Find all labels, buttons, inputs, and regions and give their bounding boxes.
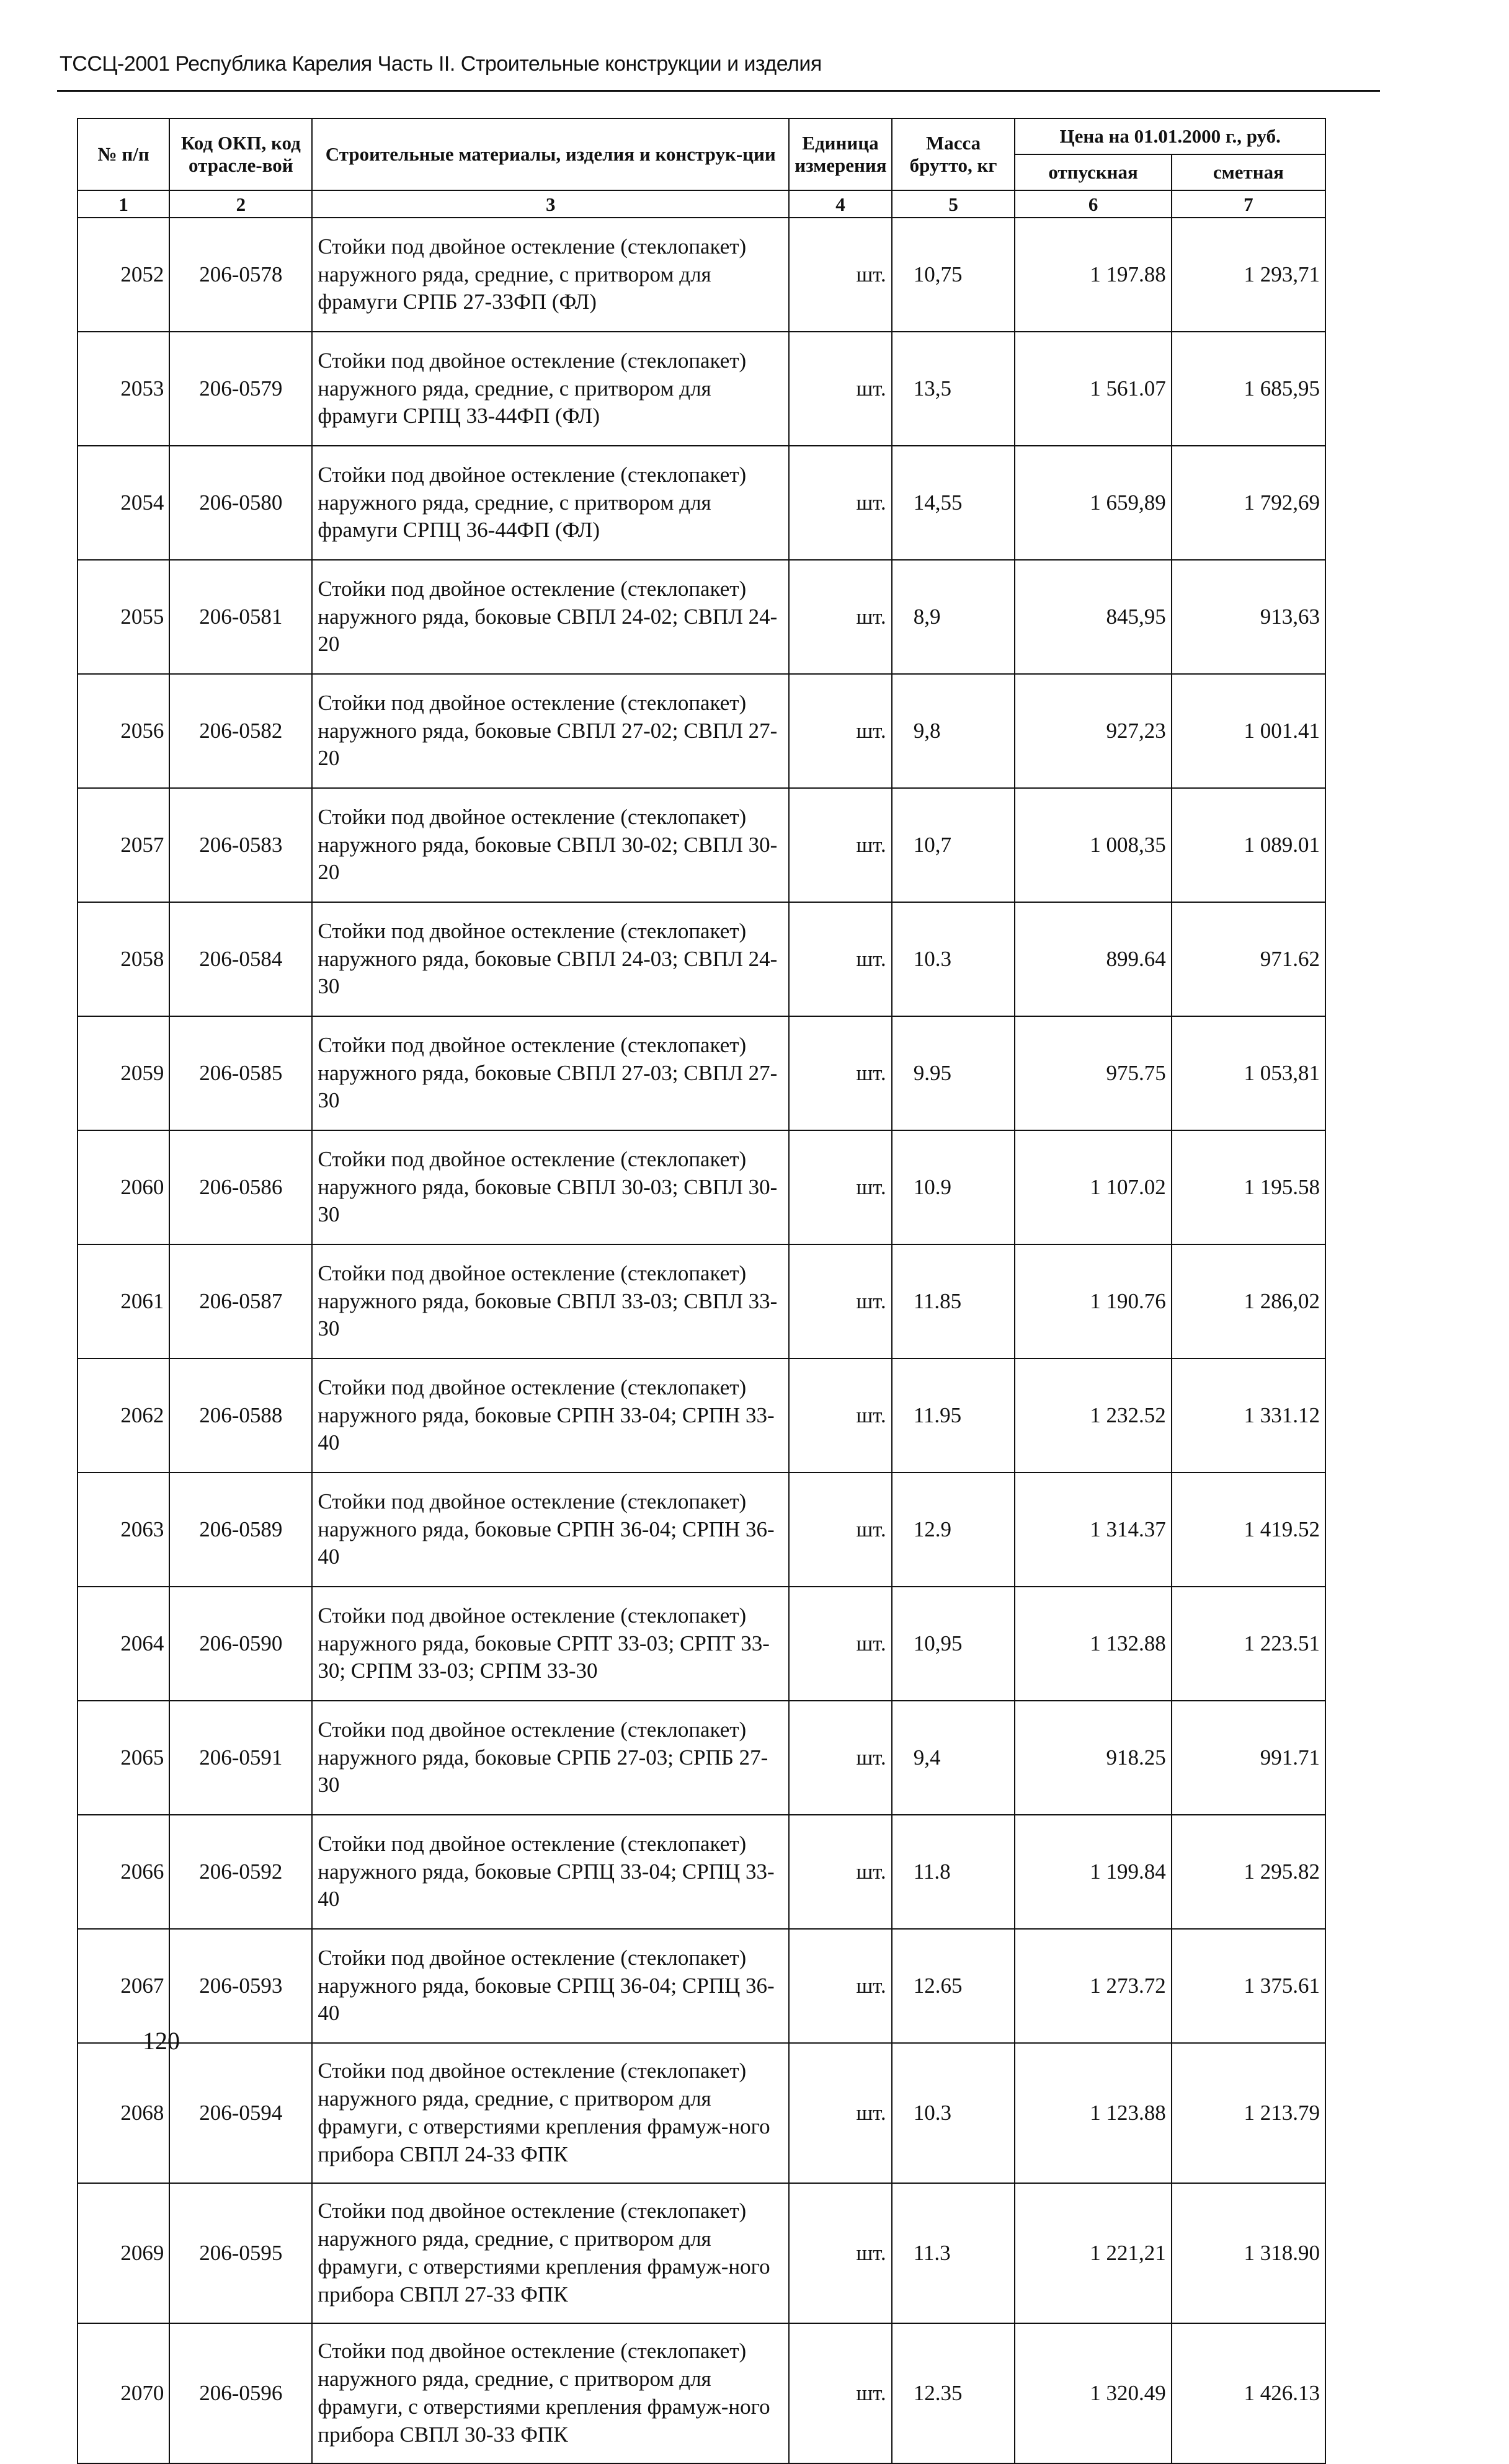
release-price: 1 199.84	[1015, 1815, 1171, 1929]
unit-of-measure: шт.	[789, 1016, 891, 1130]
unit-of-measure: шт.	[789, 2043, 891, 2183]
okp-code: 206-0580	[169, 446, 312, 560]
gross-mass: 12.35	[892, 2323, 1015, 2463]
row-number: 2053	[78, 332, 169, 446]
running-header: ТССЦ-2001 Республика Карелия Часть II. Строительные конструкции и изделия	[60, 52, 822, 76]
gross-mass: 9.95	[892, 1016, 1015, 1130]
material-name: Стойки под двойное остекление (стеклопакет) наружного ряда, боковые СВПЛ 24-03; СВПЛ 24-30	[312, 902, 789, 1016]
okp-code: 206-0595	[169, 2183, 312, 2323]
material-name: Стойки под двойное остекление (стеклопакет) наружного ряда, средние, с притвором для фрамуги СРПЦ 33-44ФП (ФЛ)	[312, 332, 789, 446]
table-row	[78, 1016, 1325, 1130]
table-row	[78, 218, 1325, 332]
material-name: Стойки под двойное остекление (стеклопакет) наружного ряда, средние, с притвором для фрамуги, с отверстиями крепления фрамуж-ного прибора СВПЛ 30-33 ФПК	[312, 2323, 789, 2463]
unit-of-measure: шт.	[789, 1130, 891, 1244]
row-number: 2056	[78, 674, 169, 788]
table-row	[78, 1587, 1325, 1701]
row-number: 2063	[78, 1473, 169, 1587]
okp-code: 206-0593	[169, 1929, 312, 2043]
row-number: 2064	[78, 1587, 169, 1701]
column-number: 4	[789, 190, 891, 218]
row-number: 2058	[78, 902, 169, 1016]
table-row	[78, 1130, 1325, 1244]
release-price: 1 320.49	[1015, 2323, 1171, 2463]
gross-mass: 12.65	[892, 1929, 1015, 2043]
release-price: 1 123.88	[1015, 2043, 1171, 2183]
release-price: 845,95	[1015, 560, 1171, 674]
row-number: 2066	[78, 1815, 169, 1929]
gross-mass: 9,4	[892, 1701, 1015, 1815]
gross-mass: 11.8	[892, 1815, 1015, 1929]
gross-mass: 10,75	[892, 218, 1015, 332]
release-price: 927,23	[1015, 674, 1171, 788]
table-row	[78, 1358, 1325, 1473]
unit-of-measure: шт.	[789, 1473, 891, 1587]
page-number: 120	[143, 2027, 180, 2055]
header-divider	[57, 90, 1380, 92]
material-name: Стойки под двойное остекление (стеклопакет) наружного ряда, боковые СВПЛ 30-02; СВПЛ 30-20	[312, 788, 789, 902]
estimate-price: 1 053,81	[1172, 1016, 1325, 1130]
material-name: Стойки под двойное остекление (стеклопакет) наружного ряда, средние, с притвором для фрамуги СРПЦ 36-44ФП (ФЛ)	[312, 446, 789, 560]
unit-of-measure: шт.	[789, 2183, 891, 2323]
gross-mass: 10.3	[892, 2043, 1015, 2183]
column-number: 6	[1015, 190, 1171, 218]
table-row	[78, 1929, 1325, 2043]
release-price: 1 008,35	[1015, 788, 1171, 902]
row-number: 2057	[78, 788, 169, 902]
gross-mass: 11.85	[892, 1244, 1015, 1358]
unit-of-measure: шт.	[789, 674, 891, 788]
gross-mass: 10,95	[892, 1587, 1015, 1701]
header-price-release: отпускная	[1015, 154, 1171, 190]
estimate-price: 991.71	[1172, 1701, 1325, 1815]
row-number: 2069	[78, 2183, 169, 2323]
row-number: 2068	[78, 2043, 169, 2183]
unit-of-measure: шт.	[789, 788, 891, 902]
column-number: 1	[78, 190, 169, 218]
header-mass: Масса брутто, кг	[892, 118, 1015, 190]
release-price: 1 232.52	[1015, 1358, 1171, 1473]
okp-code: 206-0584	[169, 902, 312, 1016]
estimate-price: 1 792,69	[1172, 446, 1325, 560]
okp-code: 206-0589	[169, 1473, 312, 1587]
okp-code: 206-0588	[169, 1358, 312, 1473]
okp-code: 206-0592	[169, 1815, 312, 1929]
release-price: 1 273.72	[1015, 1929, 1171, 2043]
estimate-price: 1 331.12	[1172, 1358, 1325, 1473]
unit-of-measure: шт.	[789, 2323, 891, 2463]
material-name: Стойки под двойное остекление (стеклопакет) наружного ряда, боковые СРПТ 33-03; СРПТ 33-30; СРПМ 33-03; СРПМ 33-30	[312, 1587, 789, 1701]
unit-of-measure: шт.	[789, 1929, 891, 2043]
material-name: Стойки под двойное остекление (стеклопакет) наружного ряда, боковые СВПЛ 27-03; СВПЛ 27-30	[312, 1016, 789, 1130]
release-price: 1 221,21	[1015, 2183, 1171, 2323]
table-row	[78, 2183, 1325, 2323]
okp-code: 206-0585	[169, 1016, 312, 1130]
column-number: 7	[1172, 190, 1325, 218]
okp-code: 206-0578	[169, 218, 312, 332]
gross-mass: 9,8	[892, 674, 1015, 788]
okp-code: 206-0581	[169, 560, 312, 674]
estimate-price: 1 685,95	[1172, 332, 1325, 446]
okp-code: 206-0586	[169, 1130, 312, 1244]
gross-mass: 11.95	[892, 1358, 1015, 1473]
column-number: 3	[312, 190, 789, 218]
estimate-price: 913,63	[1172, 560, 1325, 674]
estimate-price: 1 426.13	[1172, 2323, 1325, 2463]
release-price: 1 314.37	[1015, 1473, 1171, 1587]
unit-of-measure: шт.	[789, 560, 891, 674]
unit-of-measure: шт.	[789, 1244, 891, 1358]
table-row	[78, 560, 1325, 674]
row-number: 2060	[78, 1130, 169, 1244]
material-name: Стойки под двойное остекление (стеклопакет) наружного ряда, боковые СВПЛ 33-03; СВПЛ 33-30	[312, 1244, 789, 1358]
estimate-price: 1 001.41	[1172, 674, 1325, 788]
row-number: 2054	[78, 446, 169, 560]
table-body	[78, 218, 1325, 2463]
table-row	[78, 2043, 1325, 2183]
okp-code: 206-0583	[169, 788, 312, 902]
gross-mass: 10.9	[892, 1130, 1015, 1244]
row-number: 2059	[78, 1016, 169, 1130]
estimate-price: 1 089.01	[1172, 788, 1325, 902]
unit-of-measure: шт.	[789, 446, 891, 560]
table-row	[78, 788, 1325, 902]
table-row	[78, 674, 1325, 788]
estimate-price: 1 318.90	[1172, 2183, 1325, 2323]
gross-mass: 11.3	[892, 2183, 1015, 2323]
okp-code: 206-0587	[169, 1244, 312, 1358]
table-header	[78, 118, 1325, 218]
unit-of-measure: шт.	[789, 1815, 891, 1929]
okp-code: 206-0594	[169, 2043, 312, 2183]
release-price: 918.25	[1015, 1701, 1171, 1815]
unit-of-measure: шт.	[789, 1587, 891, 1701]
row-number: 2065	[78, 1701, 169, 1815]
column-number-row	[78, 190, 1325, 218]
material-name: Стойки под двойное остекление (стеклопакет) наружного ряда, боковые СРПН 33-04; СРПН 33-40	[312, 1358, 789, 1473]
estimate-price: 1 375.61	[1172, 1929, 1325, 2043]
table-row	[78, 1701, 1325, 1815]
table-row	[78, 1815, 1325, 1929]
row-number: 2070	[78, 2323, 169, 2463]
material-name: Стойки под двойное остекление (стеклопакет) наружного ряда, средние, с притвором для фрамуги, с отверстиями крепления фрамуж-ного прибора СВПЛ 27-33 ФПК	[312, 2183, 789, 2323]
unit-of-measure: шт.	[789, 218, 891, 332]
release-price: 1 107.02	[1015, 1130, 1171, 1244]
okp-code: 206-0579	[169, 332, 312, 446]
table-row	[78, 332, 1325, 446]
release-price: 899.64	[1015, 902, 1171, 1016]
release-price: 975.75	[1015, 1016, 1171, 1130]
column-number: 5	[892, 190, 1015, 218]
row-number: 2052	[78, 218, 169, 332]
estimate-price: 1 286,02	[1172, 1244, 1325, 1358]
gross-mass: 10,7	[892, 788, 1015, 902]
unit-of-measure: шт.	[789, 902, 891, 1016]
estimate-price: 1 293,71	[1172, 218, 1325, 332]
header-price-group: Цена на 01.01.2000 г., руб.	[1015, 118, 1325, 154]
release-price: 1 132.88	[1015, 1587, 1171, 1701]
unit-of-measure: шт.	[789, 332, 891, 446]
material-name: Стойки под двойное остекление (стеклопакет) наружного ряда, средние, с притвором для фрамуги, с отверстиями крепления фрамуж-ного прибора СВПЛ 24-33 ФПК	[312, 2043, 789, 2183]
unit-of-measure: шт.	[789, 1358, 891, 1473]
release-price: 1 197.88	[1015, 218, 1171, 332]
gross-mass: 8,9	[892, 560, 1015, 674]
okp-code: 206-0591	[169, 1701, 312, 1815]
estimate-price: 1 223.51	[1172, 1587, 1325, 1701]
table-row	[78, 446, 1325, 560]
row-number: 2062	[78, 1358, 169, 1473]
material-name: Стойки под двойное остекление (стеклопакет) наружного ряда, боковые СРПБ 27-03; СРПБ 27-30	[312, 1701, 789, 1815]
material-name: Стойки под двойное остекление (стеклопакет) наружного ряда, боковые СРПЦ 33-04; СРПЦ 33-40	[312, 1815, 789, 1929]
table-row	[78, 1244, 1325, 1358]
okp-code: 206-0590	[169, 1587, 312, 1701]
estimate-price: 1 195.58	[1172, 1130, 1325, 1244]
estimate-price: 1 419.52	[1172, 1473, 1325, 1587]
header-code: Код ОКП, код отрасле-вой	[169, 118, 312, 190]
row-number: 2067	[78, 1929, 169, 2043]
okp-code: 206-0582	[169, 674, 312, 788]
column-number: 2	[169, 190, 312, 218]
price-table	[77, 118, 1326, 2464]
material-name: Стойки под двойное остекление (стеклопакет) наружного ряда, боковые СРПН 36-04; СРПН 36-40	[312, 1473, 789, 1587]
gross-mass: 13,5	[892, 332, 1015, 446]
row-number: 2061	[78, 1244, 169, 1358]
material-name: Стойки под двойное остекление (стеклопакет) наружного ряда, боковые СВПЛ 30-03; СВПЛ 30-30	[312, 1130, 789, 1244]
material-name: Стойки под двойное остекление (стеклопакет) наружного ряда, средние, с притвором для фрамуги СРПБ 27-33ФП (ФЛ)	[312, 218, 789, 332]
header-num: № п/п	[78, 118, 169, 190]
table-row	[78, 1473, 1325, 1587]
material-name: Стойки под двойное остекление (стеклопакет) наружного ряда, боковые СВПЛ 27-02; СВПЛ 27-20	[312, 674, 789, 788]
row-number: 2055	[78, 560, 169, 674]
material-name: Стойки под двойное остекление (стеклопакет) наружного ряда, боковые СРПЦ 36-04; СРПЦ 36-40	[312, 1929, 789, 2043]
material-name: Стойки под двойное остекление (стеклопакет) наружного ряда, боковые СВПЛ 24-02; СВПЛ 24-20	[312, 560, 789, 674]
estimate-price: 971.62	[1172, 902, 1325, 1016]
gross-mass: 12.9	[892, 1473, 1015, 1587]
header-unit: Единица измерения	[789, 118, 891, 190]
gross-mass: 10.3	[892, 902, 1015, 1016]
unit-of-measure: шт.	[789, 1701, 891, 1815]
table-row	[78, 2323, 1325, 2463]
okp-code: 206-0596	[169, 2323, 312, 2463]
estimate-price: 1 295.82	[1172, 1815, 1325, 1929]
release-price: 1 190.76	[1015, 1244, 1171, 1358]
release-price: 1 561.07	[1015, 332, 1171, 446]
estimate-price: 1 213.79	[1172, 2043, 1325, 2183]
header-name: Строительные материалы, изделия и конструк-ции	[312, 118, 789, 190]
table-row	[78, 902, 1325, 1016]
release-price: 1 659,89	[1015, 446, 1171, 560]
header-price-estimate: сметная	[1172, 154, 1325, 190]
gross-mass: 14,55	[892, 446, 1015, 560]
